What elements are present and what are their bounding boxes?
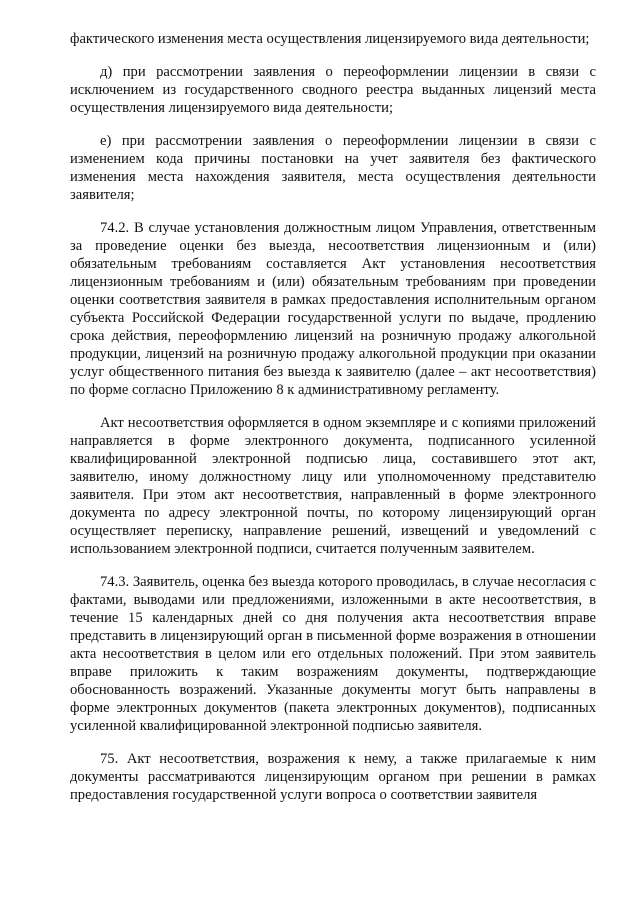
paragraph-75: 75. Акт несоответствия, возражения к нему, а также прилагаемые к ним документы рассматриваются лицензирующим органом при решении в рамках предоставления государственной услуги вопроса о соответствии заявителя [70,751,596,803]
paragraph-74-2: 74.2. В случае установления должностным лицом Управления, ответственным за проведение оценки без выезда, несоответствия лицензионным и (или) обязательным требованиям составляется Акт установления несоответствия лицензионным требованиям и (или) обязательным требованиям при проведении оценки соответствия заявителя в рамках предоставления исполнительным органом субъекта Российской Федерации государственной услуги по выдаче, продлению срока действия, переоформлению лицензий на розничную продажу алкогольной продукции, лицензий на розничную продажу алкогольной продукции при оказании услуг общественного питания без выезда к заявителю (далее – акт несоответствия) по форме согласно Приложению 8 к административному регламенту. [70,220,596,398]
document-page [70,30,596,819]
paragraph-item-e: е) при рассмотрении заявления о переоформлении лицензии в связи с изменением кода причины постановки на учет заявителя без фактического изменения места нахождения заявителя, места осуществления деятельности заявителя; [70,133,596,203]
paragraph-item-d: д) при рассмотрении заявления о переоформлении лицензии в связи с исключением из государственного сводного реестра выданных лицензий места осуществления лицензируемого вида деятельности; [70,64,596,116]
paragraph-continuation: фактического изменения места осуществления лицензируемого вида деятельности; [70,31,590,47]
paragraph-74-3: 74.3. Заявитель, оценка без выезда которого проводилась, в случае несогласия с фактами, выводами или предложениями, изложенными в акте несоответствия, в течение 15 календарных дней со дня получения акта несоответствия вправе представить в лицензирующий орган в письменной форме возражения в отношении акта несоответствия в целом или его отдельных положений. При этом заявитель вправе приложить к таким возражениям документы, подтверждающие обоснованность возражений. Указанные документы могут быть направлены в форме электронных документов (пакета электронных документов), подписанных усиленной квалифицированной электронной подписью заявителя. [70,574,596,734]
paragraph-act-delivery: Акт несоответствия оформляется в одном экземпляре и с копиями приложений направляется в форме электронного документа, подписанного усиленной квалифицированной электронной подписью лица, составившего этот акт, заявителю, иному должностному лицу или уполномоченному представителю заявителя. При этом акт несоответствия, направленный в форме электронного документа по адресу электронной почты, по которому лицензирующий орган осуществляет переписку, направление решений, извещений и уведомлений с использованием электронной подписи, считается полученным заявителем. [70,415,596,557]
